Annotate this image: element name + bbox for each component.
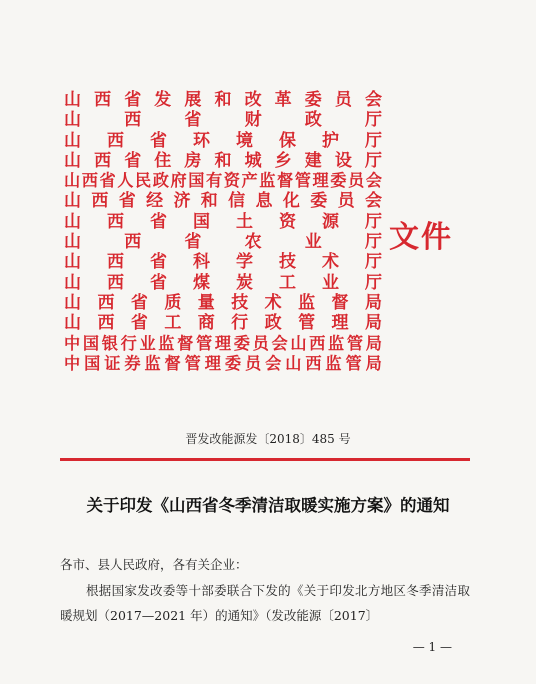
issuer-line: 山 西 省 发 展 和 改 革 委 员 会 <box>64 90 382 110</box>
salutation: 各市、县人民政府，各有关企业： <box>60 557 248 572</box>
issuer-line: 山 西 省 质 量 技 术 监 督 局 <box>64 292 382 313</box>
body-paragraph: 根据国家发改委等十部委联合下发的《关于印发北方地区冬季清洁取暖规划（2017—2021 年）的通知》（发改能源〔2017〕 <box>60 583 470 623</box>
red-divider <box>60 458 470 461</box>
issuer-line: 山 西 省 住 房 和 城 乡 建 设 厅 <box>64 150 382 171</box>
issuer-line: 山 西 省 农 业 厅 <box>64 232 382 253</box>
issuer-line: 山 西 省 经 济 和 信 息 化 委 员 会 <box>64 191 382 212</box>
issuer-line: 山 西 省 财 政 厅 <box>64 110 382 131</box>
issuer-line: 山 西 省 科 学 技 术 厅 <box>64 252 382 273</box>
page-number: — 1 — <box>412 640 452 654</box>
file-label: 文件 <box>389 220 453 255</box>
issuer-line: 中 国 银 行 业 监 督 管 理 委 员 会 山 西 监 管 局 <box>64 333 382 353</box>
issuer-line: 山 西 省 煤 炭 工 业 厅 <box>64 272 382 293</box>
issuer-line: 山 西 省 工 商 行 政 管 理 局 <box>64 313 382 334</box>
issuer-list <box>64 90 382 374</box>
document-title: 关于印发《山西省冬季清洁取暖实施方案》的通知 <box>86 496 450 515</box>
issuer-line: 山 西 省 环 境 保 护 厅 <box>64 130 382 151</box>
issuer-line: 中 国 证 券 监 督 管 理 委 员 会 山 西 监 管 局 <box>64 353 382 373</box>
issuer-line: 山 西 省 国 土 资 源 厅 <box>64 211 382 232</box>
document-number: 晋发改能源发〔2018〕485 号 <box>185 432 351 446</box>
issuer-line: 山 西 省 人 民 政 府 国 有 资 产 监 督 管 理 委 员 会 <box>64 171 382 191</box>
